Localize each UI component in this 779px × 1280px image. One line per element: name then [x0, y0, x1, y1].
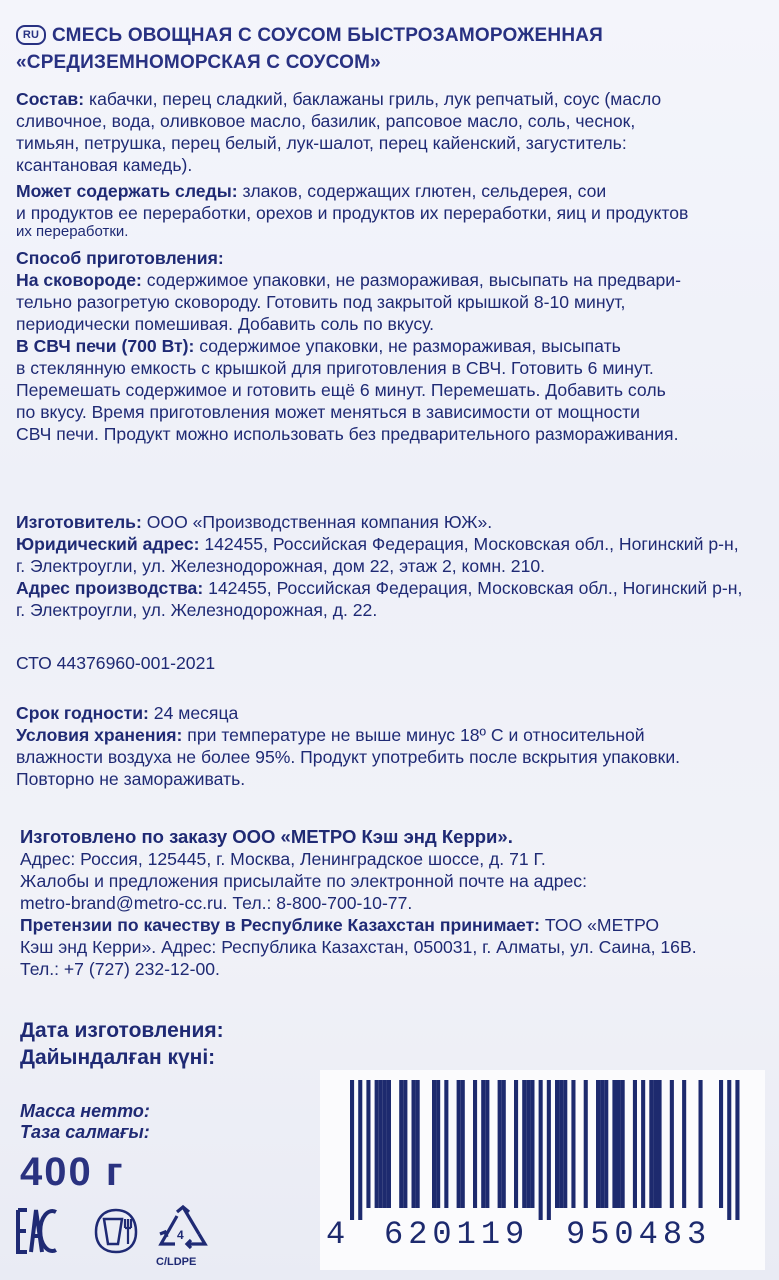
composition-text-4: ксантановая камедь). — [16, 155, 193, 175]
barcode-bar — [473, 1080, 477, 1208]
barcode-bar — [387, 1080, 391, 1208]
manufacturer-section — [16, 511, 769, 621]
barcode-bar — [522, 1080, 526, 1208]
manufacturer-label: Изготовитель: — [16, 512, 142, 532]
barcode-bar — [379, 1080, 383, 1208]
net-mass-value: 400 г — [20, 1150, 125, 1194]
barcode-bar — [383, 1080, 387, 1208]
net-mass-kz-label: Таза салмағы: — [20, 1122, 150, 1142]
barcode-bar — [457, 1080, 461, 1208]
microwave-text-5: СВЧ печи. Продукт можно использовать без предварительного размораживания. — [16, 424, 679, 444]
barcode-bar — [633, 1080, 637, 1208]
composition-label: Состав: — [16, 89, 85, 109]
barcode-bar — [461, 1080, 465, 1208]
barcode-bar — [596, 1080, 600, 1208]
barcode-bars — [350, 1080, 779, 1220]
barcode-bar — [481, 1080, 485, 1208]
traces-text-3: их переработки. — [16, 223, 129, 240]
barcode-first-digit: 4 — [326, 1216, 351, 1253]
traces-text-1: злаков, содержащих глютен, сельдерея, сои — [237, 181, 607, 201]
cooking-section — [16, 247, 769, 445]
barcode-bar — [416, 1080, 420, 1208]
barcode-bar — [658, 1080, 662, 1208]
barcode-group-1: 620119 — [384, 1216, 530, 1253]
shelf-life-value: 24 месяца — [148, 703, 239, 723]
pan-text-1: содержимое упаковки, не размораживая, высыпать на предвари- — [141, 270, 681, 290]
legal-address-2: г. Электроугли, ул. Железнодорожная, дом 22, этаж 2, комн. 210. — [16, 556, 546, 576]
barcode-bar — [555, 1080, 559, 1208]
kz-claims-text-1: ТОО «МЕТРО — [540, 915, 660, 935]
product-title — [16, 22, 769, 76]
kz-claims-text-2: Кэш энд Керри». Адрес: Республика Казахстан, 050031, г. Алматы, ул. Саина, 16В. — [20, 937, 697, 957]
recycle-material-label: C/LDPE — [156, 1256, 197, 1268]
order-contact: metro-brand@metro-cc.ru. Тел.: 8-800-700-10-77. — [20, 893, 413, 913]
barcode-bar — [559, 1080, 563, 1208]
traces-section — [16, 180, 769, 240]
barcode-bar — [547, 1080, 551, 1220]
traces-label: Может содержать следы: — [16, 181, 238, 201]
barcode-bar — [649, 1080, 653, 1208]
title-line-1: СМЕСЬ ОВОЩНАЯ С СОУСОМ БЫСТРОЗАМОРОЖЕННАЯ — [52, 25, 604, 46]
recycle-icon — [151, 1204, 215, 1260]
barcode-bar — [727, 1080, 731, 1220]
composition-text-1: кабачки, перец сладкий, баклажаны гриль, лук репчатый, соус (масло — [84, 89, 662, 109]
cooking-heading: Способ приготовления: — [16, 248, 224, 268]
microwave-text-3: Перемешать содержимое и готовить ещё 6 минут. Перемешать. Добавить соль — [16, 380, 666, 400]
order-complaints: Жалобы и предложения присылайте по электронной почте на адрес: — [20, 871, 587, 891]
kz-claims-label: Претензии по качеству в Республике Казахстан принимает: — [20, 915, 541, 935]
barcode-bar — [699, 1080, 703, 1208]
marks-row — [16, 1200, 246, 1270]
production-date-ru: Дата изготовления: — [20, 1019, 224, 1042]
barcode-bar — [670, 1080, 674, 1208]
barcode-bar — [375, 1080, 379, 1208]
barcode-bar — [621, 1080, 625, 1208]
pan-text-2: тельно разогретую сковороду. Готовить под закрытой крышкой 8-10 минут, — [16, 292, 626, 312]
storage-conditions-2: влажности воздуха не более 95%. Продукт употребить после вскрытия упаковки. — [16, 747, 681, 767]
storage-section — [16, 702, 769, 790]
barcode-bar — [436, 1080, 440, 1208]
barcode-bar — [485, 1080, 489, 1208]
production-date-kz: Дайындалған күні: — [20, 1046, 216, 1069]
barcode-bar — [403, 1080, 407, 1208]
barcode-bar — [399, 1080, 403, 1208]
barcode-bar — [539, 1080, 543, 1220]
barcode-bar — [366, 1080, 370, 1208]
barcode-bar — [358, 1080, 362, 1220]
production-address-label: Адрес производства: — [16, 578, 204, 598]
manufacturer-name: ООО «Производственная компания ЮЖ». — [141, 512, 493, 532]
order-address: Адрес: Россия, 125445, г. Москва, Ленинградское шоссе, д. 71 Г. — [20, 849, 546, 869]
barcode-bar — [563, 1080, 567, 1208]
barcode-group-2: 950483 — [566, 1216, 712, 1253]
kz-claims-text-3: Тел.: +7 (727) 232-12-00. — [20, 959, 220, 979]
barcode-bar — [432, 1080, 436, 1208]
barcode-bar — [600, 1080, 604, 1208]
barcode-bar — [526, 1080, 530, 1208]
production-address-1: 142455, Российская Федерация, Московская обл., Ногинский р-н, — [203, 578, 743, 598]
barcode-bar — [530, 1080, 534, 1208]
pan-text-3: периодически помешивая. Добавить соль по вкусу. — [16, 314, 435, 334]
recycle-code: 4 — [177, 1228, 184, 1242]
microwave-text-4: по вкусу. Время приготовления может меняться в зависимости от мощности — [16, 402, 641, 422]
storage-conditions-label: Условия хранения: — [16, 725, 183, 745]
glass-fork-icon — [91, 1206, 141, 1256]
barcode-bar — [514, 1080, 518, 1208]
net-mass-label: Масса нетто: — [20, 1101, 150, 1121]
eac-mark-icon — [16, 1206, 58, 1258]
order-heading: Изготовлено по заказу ООО «МЕТРО Кэш энд Керри». — [20, 826, 513, 847]
barcode-bar — [604, 1080, 608, 1208]
standard-code: СТО 44376960-001-2021 — [16, 653, 216, 673]
barcode-bar — [498, 1080, 502, 1208]
microwave-text-1: содержимое упаковки, не размораживая, высыпать — [194, 336, 621, 356]
barcode-bar — [653, 1080, 657, 1208]
title-line-2: «СРЕДИЗЕМНОМОРСКАЯ С СОУСОМ» — [16, 52, 381, 73]
production-address-2: г. Электроугли, ул. Железнодорожная, д. 22. — [16, 600, 378, 620]
barcode-bar — [682, 1080, 686, 1208]
barcode-bar — [617, 1080, 621, 1208]
barcode-bar — [350, 1080, 354, 1220]
legal-address-1: 142455, Российская Федерация, Московская обл., Ногинский р-н, — [199, 534, 739, 554]
order-section — [20, 826, 769, 980]
legal-address-label: Юридический адрес: — [16, 534, 200, 554]
barcode-bar — [735, 1080, 739, 1220]
storage-conditions-3: Повторно не замораживать. — [16, 769, 246, 789]
microwave-label: В СВЧ печи (700 Вт): — [16, 336, 195, 356]
shelf-life-label: Срок годности: — [16, 703, 149, 723]
microwave-text-2: в стеклянную емкость с крышкой для приготовления в СВЧ. Готовить 6 минут. — [16, 358, 654, 378]
storage-conditions-1: при температуре не выше минус 18º С и относительной — [182, 725, 645, 745]
composition-text-3: тимьян, петрушка, перец белый, лук-шалот, перец кайенский, загуститель: — [16, 133, 627, 153]
ru-badge: RU — [16, 25, 46, 45]
barcode-bar — [444, 1080, 448, 1208]
barcode-bar — [571, 1080, 575, 1208]
barcode-bar — [641, 1080, 645, 1208]
barcode-bar — [502, 1080, 506, 1208]
composition-section — [16, 88, 769, 176]
barcode-bar — [584, 1080, 588, 1208]
traces-text-2: и продуктов ее переработки, орехов и продуктов их переработки, яиц и продуктов — [16, 203, 689, 223]
barcode-bar — [412, 1080, 416, 1208]
barcode-bar — [612, 1080, 616, 1208]
barcode-bar — [719, 1080, 723, 1208]
pan-label: На сковороде: — [16, 270, 142, 290]
composition-text-2: сливочное, вода, оливковое масло, базилик, рапсовое масло, соль, чеснок, — [16, 111, 636, 131]
